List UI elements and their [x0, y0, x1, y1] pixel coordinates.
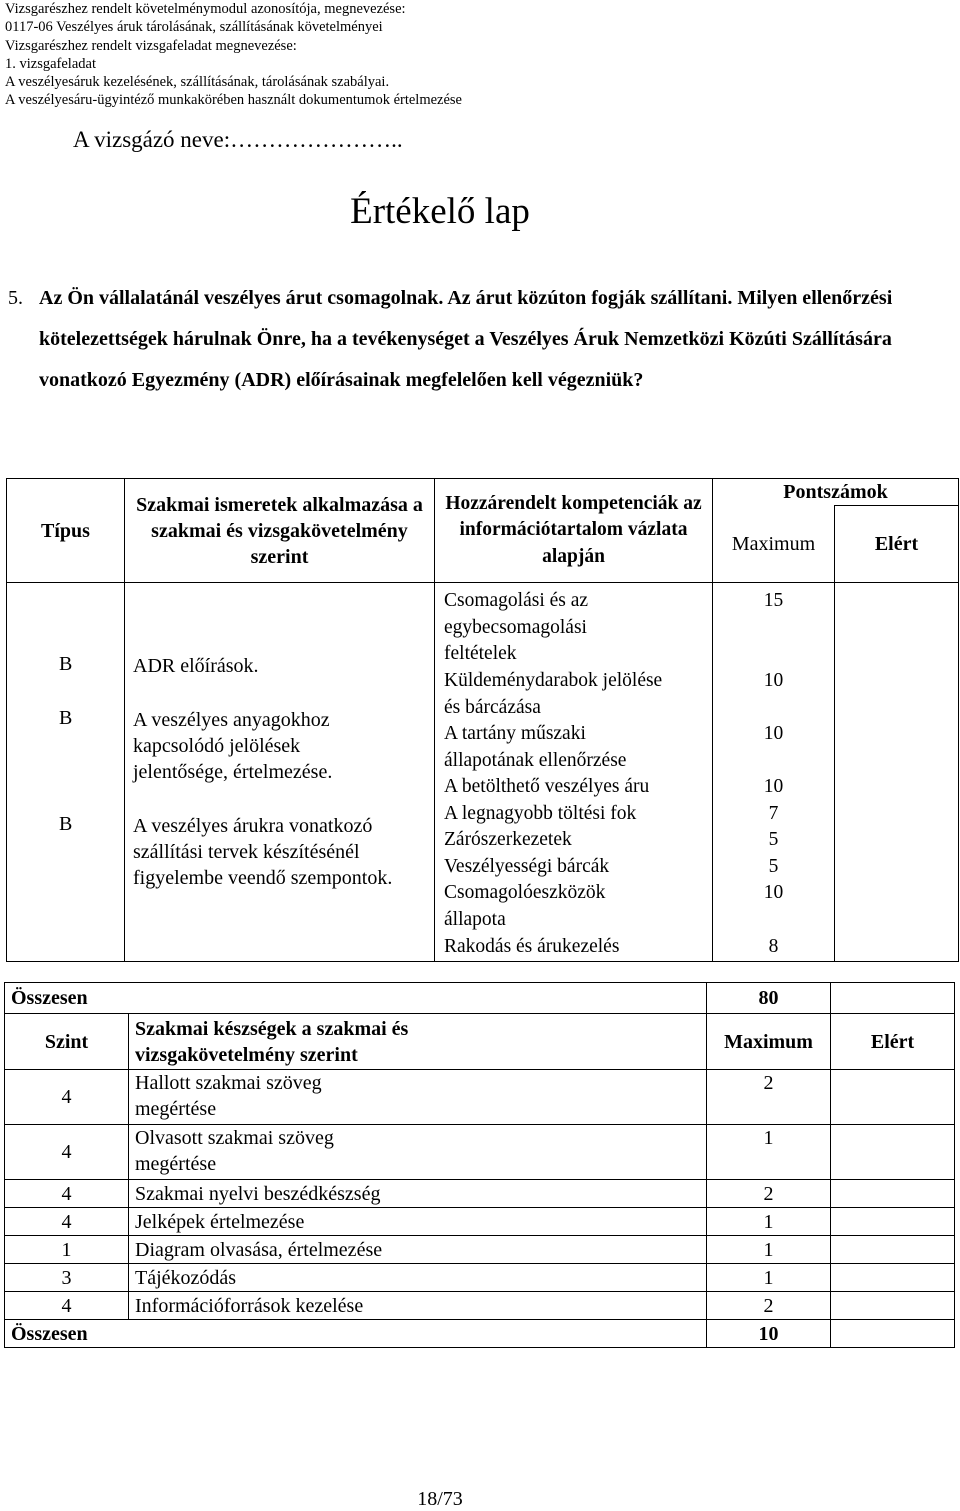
header-line: Vizsgarészhez rendelt vizsgafeladat megnevezése: — [5, 37, 297, 54]
competence-item: Veszélyességi bárcák — [444, 856, 610, 877]
competence-max: 5 — [768, 829, 779, 850]
question — [8, 278, 938, 401]
question-number: 5. — [8, 287, 23, 309]
competence-max: 7 — [768, 803, 779, 824]
skill-achieved — [831, 1264, 955, 1292]
knowledge-total-label: Összesen — [5, 983, 707, 1014]
knowledge-item: A veszélyes árukra vonatkozó szállítási tervek készítésénél figyelembe veendő szempontok. — [133, 815, 393, 889]
competence-item: A legnagyobb töltési fok — [444, 803, 637, 824]
knowledge-table — [6, 478, 959, 962]
skill-name — [129, 1070, 707, 1125]
competence-item: A tartány műszaki állapotának ellenőrzése — [444, 723, 627, 771]
skill-max: 1 — [707, 1208, 831, 1236]
header-line: 1. vizsgafeladat — [5, 55, 96, 72]
skills-total-label: Összesen — [5, 1320, 707, 1348]
competence-max: 10 — [763, 776, 784, 797]
knowledge-item: A veszélyes anyagokhoz kapcsolódó jelölések jelentősége, értelmezése. — [133, 709, 333, 783]
skill-name — [129, 1125, 707, 1180]
skills-total-max: 10 — [707, 1320, 831, 1348]
skill-level: 4 — [5, 1070, 129, 1125]
max-header: Maximum — [713, 506, 835, 583]
competence-max: 15 — [763, 590, 784, 611]
skill-achieved — [831, 1125, 955, 1180]
skill-achieved — [831, 1208, 955, 1236]
document-header — [5, 0, 462, 110]
points-header: Pontszámok — [713, 479, 959, 506]
skills-max-header: Maximum — [707, 1014, 831, 1070]
skill-level: 4 — [5, 1180, 129, 1208]
skill-name: Szakmai nyelvi beszédkészség — [129, 1180, 707, 1208]
competence-item: Csomagolási és az egybecsomagolási feltételek — [444, 590, 589, 664]
skill-max: 2 — [707, 1070, 831, 1125]
type-value: B — [59, 653, 73, 675]
skill-level: 4 — [5, 1292, 129, 1320]
competence-item: Zárószerkezetek — [444, 829, 572, 850]
skill-level: 1 — [5, 1236, 129, 1264]
type-header: Típus — [7, 479, 125, 583]
header-line: 0117-06 Veszélyes áruk tárolásának, szállításának követelményei — [5, 19, 383, 36]
header-line: A veszélyesáruk kezelésének, szállításának, tárolásának szabályai. — [5, 74, 390, 91]
type-cell — [7, 583, 125, 962]
page-title: Értékelő lap — [350, 191, 530, 232]
skill-max: 2 — [707, 1292, 831, 1320]
competence-item: Csomagolóeszközök állapota — [444, 882, 606, 930]
knowledge-total-achieved — [831, 983, 955, 1014]
type-value: B — [59, 707, 73, 729]
competence-item: Rakodás és árukezelés — [444, 936, 620, 957]
skill-name-text: Olvasott szakmai szöveg megértése — [135, 1127, 334, 1175]
page-number: 18/73 — [417, 1488, 463, 1510]
achieved-header: Elért — [835, 506, 959, 583]
skill-level: 4 — [5, 1208, 129, 1236]
skills-achieved-header: Elért — [831, 1014, 955, 1070]
competence-header: Hozzárendelt kompetenciák az információtartalom vázlata alapján — [435, 479, 713, 583]
skill-name: Információforrások kezelése — [129, 1292, 707, 1320]
knowledge-cell — [125, 583, 435, 962]
skill-achieved — [831, 1180, 955, 1208]
competence-max: 8 — [768, 936, 779, 957]
skills-total-achieved — [831, 1320, 955, 1348]
competence-max: 10 — [763, 670, 784, 691]
knowledge-item: ADR előírások. — [133, 655, 259, 677]
skill-name: Diagram olvasása, értelmezése — [129, 1236, 707, 1264]
header-line: A veszélyesáru-ügyintéző munkakörében használt dokumentumok értelmezése — [5, 92, 462, 109]
competence-max-cell — [713, 583, 835, 962]
competence-max: 10 — [763, 882, 784, 903]
skill-max: 1 — [707, 1125, 831, 1180]
knowledge-total-max: 80 — [707, 983, 831, 1014]
competence-cell — [435, 583, 713, 962]
achieved-cell — [835, 583, 959, 962]
skill-name-text: Hallott szakmai szöveg megértése — [135, 1072, 322, 1120]
skill-name: Tájékozódás — [129, 1264, 707, 1292]
candidate-name-line: A vizsgázó neve:………………….. — [73, 127, 403, 152]
skill-level: 3 — [5, 1264, 129, 1292]
skill-achieved — [831, 1070, 955, 1125]
competence-max: 10 — [763, 723, 784, 744]
skill-name: Jelképek értelmezése — [129, 1208, 707, 1236]
skill-max: 1 — [707, 1264, 831, 1292]
competence-max: 5 — [768, 856, 779, 877]
skill-header-text: Szakmai készségek a szakmai és vizsgakövetelmény szerint — [135, 1017, 409, 1066]
skill-max: 1 — [707, 1236, 831, 1264]
level-header: Szint — [5, 1014, 129, 1070]
skill-achieved — [831, 1292, 955, 1320]
question-text: Az Ön vállalatánál veszélyes árut csomagolnak. Az árut közúton fogják szállítani. Milyen ellenőrzési kötelezettségek hárulnak Önre, ha a tevékenységet a Veszélyes Áruk Nemzetközi Közúti Szállítására vonatkozó Egyezmény (ADR) előírásainak megfelelően kell végezniük? — [39, 287, 893, 391]
skill-level: 4 — [5, 1125, 129, 1180]
competence-item: Küldeménydarabok jelölése és bárcázása — [444, 670, 663, 718]
skill-header — [129, 1014, 707, 1070]
type-value: B — [59, 813, 73, 835]
skills-table — [4, 982, 955, 1348]
knowledge-header: Szakmai ismeretek alkalmazása a szakmai és vizsgakövetelmény szerint — [125, 479, 435, 583]
skill-max: 2 — [707, 1180, 831, 1208]
competence-item: A betölthető veszélyes áru — [444, 776, 650, 797]
skill-achieved — [831, 1236, 955, 1264]
header-line: Vizsgarészhez rendelt követelménymodul azonosítója, megnevezése: — [5, 1, 406, 17]
